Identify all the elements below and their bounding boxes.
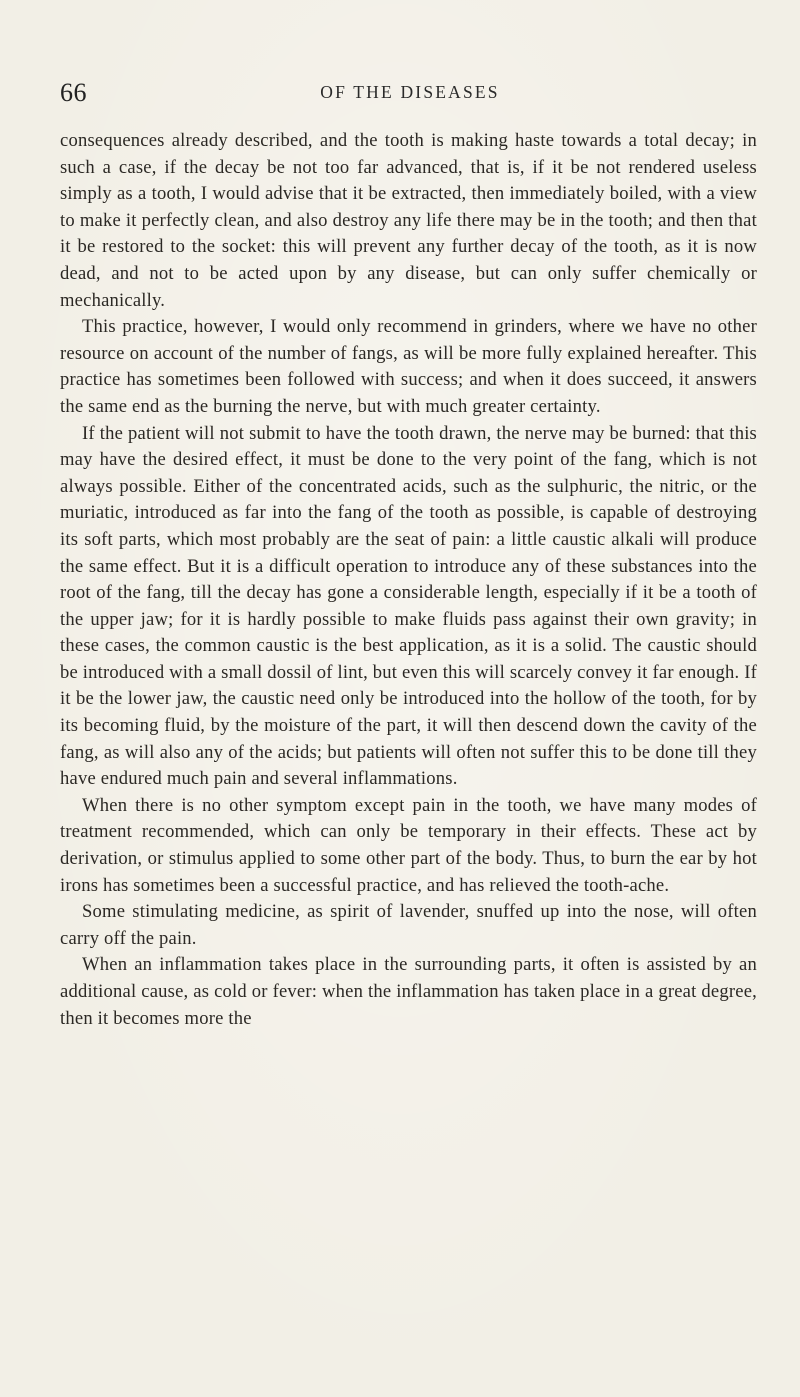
- paragraph: This practice, however, I would only recommend in grinders, where we have no other resource on account of the number of fangs, as will be more fully explained hereafter. This practice has sometimes been followed with success; and when it does succeed, it answers the same end as the burning the nerve, but with much greater certainty.: [60, 316, 757, 417]
- page-number: 66: [60, 78, 87, 107]
- paragraph: When there is no other symptom except pain in the tooth, we have many modes of treatment recommended, which can only be temporary in their effects. These act by derivation, or stimulus applied to some other part of the body. Thus, to burn the ear by hot irons has sometimes been a successful practice, and has relieved the tooth-ache.: [60, 794, 757, 896]
- paragraph: If the patient will not submit to have the tooth drawn, the nerve may be burned: that this may have the desired effect, it must be done to the very point of the fang, which is not always possible. Either of the concentrated acids, such as the sulphuric, the nitric, or the muriatic, introduced as far into the fang of the tooth as possible, is capable of destroying its soft parts, which most probably are the seat of pain: a little caustic alkali will produce the same effect. But it is a difficult operation to introduce any of these substances into the root of the fang, till the decay has gone a considerable length, especially if it be a tooth of the upper jaw; for it is hardly possible to make fluids pass against their own gravity; in these cases, the common caustic is the best application, as it is a solid. The caustic should be introduced with a small dossil of lint, but even this will scarcely convey it far enough. If it be the lower jaw, the caustic need only be introduced into the hollow of the tooth, for by its becoming fluid, by the moisture of the part, it will then descend down the cavity of the fang, as will also any of the acids; but patients will often not suffer this to be done till they have endured much pain and several inflammations.: [60, 422, 757, 790]
- running-head-title: OF THE DISEASES: [320, 82, 500, 102]
- paragraph: When an inflammation takes place in the surrounding parts, it often is assisted by an additional cause, as cold or fever: when the inflammation has taken place in a great degree, then it becomes more the: [60, 954, 757, 1029]
- running-head: [60, 78, 760, 108]
- paragraph: consequences already described, and the tooth is making haste towards a total decay; in such a case, if the decay be not too far advanced, that is, if it be not rendered useless simply as a tooth, I would advise that it be extracted, then immediately boiled, with a view to make it perfectly clean, and also destroy any life there may be in the tooth; and then that it be restored to the socket: this will prevent any further decay of the tooth, as it is now dead, and not to be acted upon by any disease, but can only suffer chemically or mechanically.: [60, 130, 757, 311]
- body-text: [60, 128, 757, 1032]
- paragraph: Some stimulating medicine, as spirit of lavender, snuffed up into the nose, will often carry off the pain.: [60, 901, 757, 949]
